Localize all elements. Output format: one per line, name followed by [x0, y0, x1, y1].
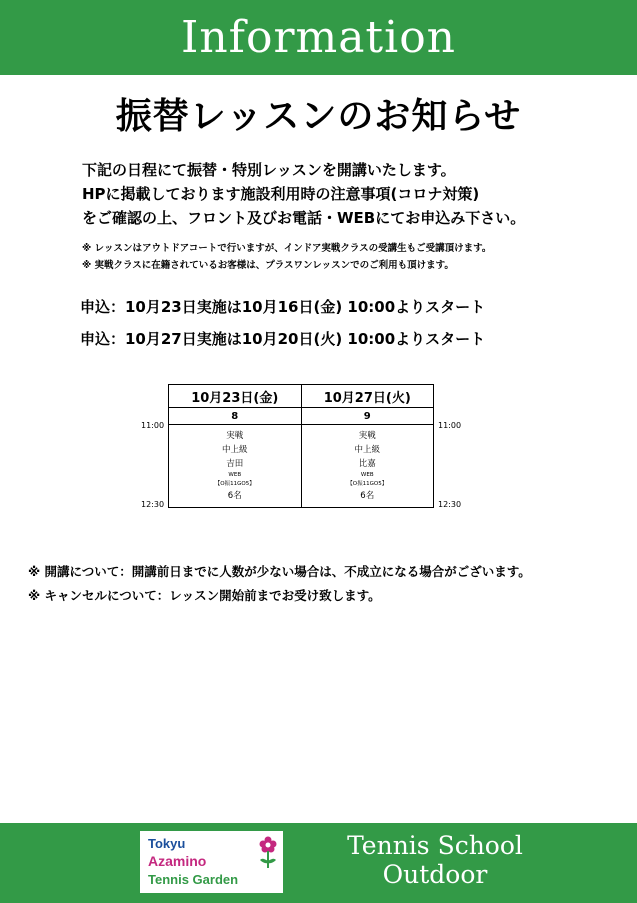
lesson-number: 9 [301, 408, 434, 425]
footer-text [305, 831, 565, 889]
notes [82, 240, 622, 274]
intro-line: HPに掲載しております施設利用時の注意事項(コロナ対策) [82, 185, 480, 203]
logo-line-tennis-garden: Tennis Garden [148, 872, 239, 887]
lesson-slot [301, 425, 434, 508]
date-header: 10月23日(金) [169, 385, 302, 408]
note-line: ※ 実戦クラスに在籍されているお客様は、プラスワンレッスンでのご利用も頂けます。 [82, 260, 454, 271]
lesson-web: WEB [360, 472, 374, 478]
header-banner [0, 0, 637, 75]
flower-icon [258, 835, 278, 869]
footer-banner [0, 823, 637, 903]
lesson-code: 【O振11GO5】 [214, 481, 255, 487]
lesson-level: 中上級 [354, 445, 380, 455]
intro-line: 下記の日程にて振替・特別レッスンを開講いたします。 [82, 161, 456, 179]
intro-line: をご確認の上、フロント及びお電話・WEBにてお申込み下さい。 [82, 209, 526, 227]
schedule-table [168, 384, 434, 508]
start-time-left: 11:00 [141, 421, 165, 430]
lesson-code: 【O振11GO5】 [347, 481, 388, 487]
logo-line-azamino: Azamino [148, 853, 207, 869]
lesson-coach: 吉田 [226, 459, 244, 469]
lesson-web: WEB [228, 472, 242, 478]
apply-line-2: 申込：10月27日実施は10月20日(火) 10:00よりスタート [80, 330, 486, 348]
lesson-coach: 比嘉 [358, 459, 376, 469]
page-title: 振替レッスンのお知らせ [115, 96, 522, 137]
date-header: 10月27日(火) [301, 385, 434, 408]
note-line: ※ レッスンはアウトドアコートで行いますが、インドア実戦クラスの受講生もご受講頂けます。 [82, 243, 492, 254]
end-time-right: 12:30 [438, 500, 462, 509]
lesson-number: 8 [169, 408, 302, 425]
apply-line-1: 申込：10月23日実施は10月16日(金) 10:00よりスタート [80, 298, 486, 316]
lesson-capacity: 6名 [227, 491, 242, 501]
intro-text [82, 158, 622, 230]
lesson-type: 実戦 [358, 431, 376, 441]
start-time-right: 11:00 [438, 421, 462, 430]
footnote-cancel: ※ キャンセルについて：レッスン開始前までお受け致します。 [28, 588, 381, 603]
footnote-opening: ※ 開講について：開講前日までに人数が少ない場合は、不成立になる場合がございます。 [28, 564, 531, 579]
footer-line-2: Outdoor [382, 860, 488, 889]
tennis-garden-logo [140, 831, 283, 893]
lesson-capacity: 6名 [360, 491, 375, 501]
end-time-left: 12:30 [141, 500, 165, 509]
footer-line-1: Tennis School [347, 831, 523, 860]
lesson-slot [169, 425, 302, 508]
logo-line-tokyu: Tokyu [148, 836, 186, 851]
header-title: Information [180, 12, 457, 63]
lesson-type: 実戦 [226, 431, 244, 441]
lesson-level: 中上級 [221, 445, 248, 455]
